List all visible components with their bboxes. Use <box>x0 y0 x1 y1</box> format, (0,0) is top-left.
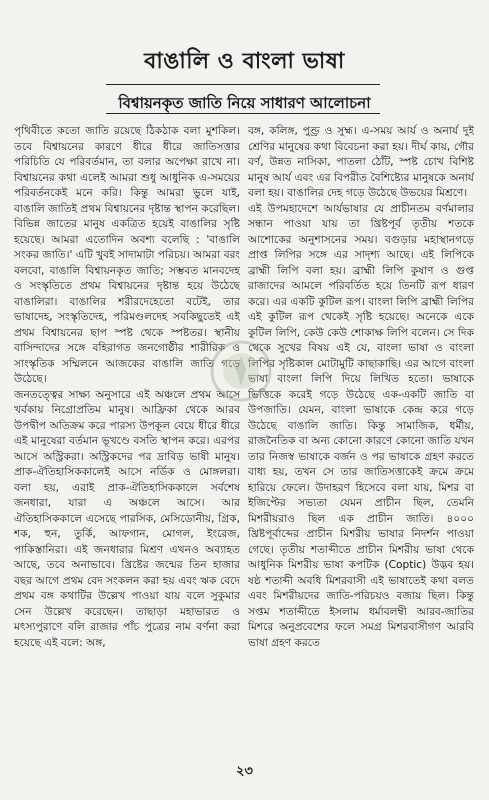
watermark-logo-icon <box>210 340 272 402</box>
page-number: ২৩ <box>236 764 253 779</box>
subtitle-rule-bottom <box>106 113 380 114</box>
paragraph: এই উপমহাদেশে আর্যভাষার যে প্রাচীনতম বর্ণমালার সন্ধান পাওয়া যায় তা খ্রিষ্টপূর্ব তৃতীয় শতকে আশোকের অনুশাসনের সময়। বগুড়ার মহাস্থানগড়ে প্রাপ্ত লিপির সঙ্গে এর সাদৃশ্য আছে। এই লিপিকে ব্রাহ্মী লিপি বলা হয়। ব্রাহ্মী লিপি কুষাণ ও গুপ্ত রাজাদের আমলে পরিবর্তিত হয়ে তিনটি রূপ ধারণ করে। এর একটি কুটিল রূপ। বাংলা লিপি ব্রাহ্মী লিপির এই কুটিল রূপ থেকেই সৃষ্টি হয়েছে। অনেকে একে কুটিল লিপি, কেউ কেউ শোকাক্ষ লিপি বলেন। সে দিক থেকে সুখের বিষয় এই যে, বাংলা ভাষা ও বাংলা লিপির সৃষ্টিকাল মোটামুটি কাছাকাছি। এর আগে বাংলা ভাষা বাংলা লিপি দিয়ে লিখিত হতো। ভাষাকে ভিত্তিকে করেই গড়ে উঠেছে এক-একটি জাতি বা উপজাতি। যেমন, বাংলা ভাষাকে কেন্দ্র করে গড়ে উঠেছে বাঙালি জাতি। কিন্তু সামাজিক, ধর্মীয়, রাজনৈতিক বা অন্য কোনো কারণে কোনো জাতি যখন তার নিজস্ব ভাষাকে বর্জন ও পর ভাষাকে গ্রহণ করতে বাধ্য হয়, তখন সে তার জাতিসত্তাকেই ক্রমে ক্রমে হারিয়ে ফেলে। উদাহরণ হিসেবে বলা যায়, মিশর বা ইজিপ্টের সভ্যতা যেমন প্রাচীন ছিল, তেমনি মিশরীয়রাও ছিল এক প্রাচীন জাতি। ৪০০০ খ্রিষ্টপূর্বাব্দের প্রাচীন মিশরীয় ভাষার নিদর্শন পাওয়া গেছে। তৃতীয় শতাব্দীতে প্রাচীন মিশরীয় ভাষা থেকে আধুনিক মিশরীয় ভাষা কপটিক (Coptic) উদ্ভব হয়। ষষ্ঠ শতাব্দী অবধি মিশরবাসী এই ভাষাতেই কথা বলত এবং মিশরীয়দের জাতি-পরিচয়ও বজায় ছিল। কিন্তু সপ্তম শতাব্দীতে ইসলাম ধর্মাবলম্বী আরব-জাতির মিশরে অনুপ্রবেশের ফলে সমগ্র মিশরবাসীগণ আরবি ভাষা গ্রহণ করতে <box>248 202 474 649</box>
paragraph: বঙ্গ, কলিঙ্গ, পুণ্ড্র ও সুহ্ম। এ-সময় আর্য ও অনার্য দুই শ্রেণির মানুষের কথা বিবেচনা করা হয়। দীর্ঘ কায়, গৌর বর্ণ, উন্নত নাসিকা, পাতলা ঠোঁট, স্পষ্ট চোখ বিশিষ্ট মানুষ আর্য এবং এর বিপরীত বৈশিষ্ট্যের মানুষকে অনার্য বলা হয়। বাঙালির দেহ গড়ে উঠেছে উভয়ের মিশ্রণে। <box>248 125 474 199</box>
chapter-title: বাঙালি ও বাংলা ভাষা <box>144 49 345 74</box>
paragraph: পৃথিবীতে কতো জাতি রয়েছে ঠিকঠাক বলা মুশকিল। তবে বিশ্বায়নের কারণে ধীরে ধীরে জাতিসত্তার পরিচিতি যে পরিবর্তমান, তা বলার অপেক্ষা রাখে না। বিশ্বায়নের কথা এলেই আমরা শুধু আধুনিক এ-সময়ের পরিবর্তনকেই মনে করি। কিন্তু আমরা ভুলে যাই, বাঙালি জাতিই প্রথম বিশ্বায়নের দৃষ্টান্ত স্থাপন করেছিল। বিভিন্ন জাতের মানুষ একত্রিত হয়েই বাঙালির সৃষ্টি হয়েছে। আমরা এতোদিন অবশ্য বলেছি : 'বাঙালি সংকর জাতি।' এটি খুবই সাদামাটা পরিচয়। আমরা বরং বলবো, বাঙালি বিশ্বায়নকৃত জাতি; সম্ভবত মানবদেহ ও সংস্কৃতিতে প্রথম বিশ্বায়নের দৃষ্টান্ত হয়ে উঠেছে বাঙালিরা। বাঙালির শরীরদেহেতো বটেই, তার ভাষাদেহ, সংস্কৃতিদেহ, পরিমণ্ডলদেহ সবকিছুতেই এই প্রথম বিশ্বায়নের ছাপ স্পষ্ট থেকে স্পষ্টতর। স্থানীয় বাসিন্দাদের সঙ্গে বহিরাগত জনগোষ্ঠীর শারীরিক ও সাংস্কৃতিক সম্মিলনে আজকের বাঙালি জাতি গড়ে উঠেছে। <box>14 125 240 385</box>
right-column <box>248 124 474 744</box>
section-subtitle: বিশ্বায়নকৃত জাতি নিয়ে সাধারণ আলোচনা <box>118 94 371 112</box>
title-rule-top <box>106 84 380 85</box>
left-column <box>14 124 240 744</box>
paragraph: জনতত্ত্বের সাক্ষ্য অনুসারে এই অঞ্চলে প্রথম আসে খর্বকায় নিগ্রোপ্রতিম মানুষ। আফ্রিকা থেকে আরব উপদ্বীপ অতিক্রম করে পারস্য উপকূল বেয়ে ধীরে ধীরে এই মানুষেরা বর্তমান ভূখণ্ডে বসতি স্থাপন করে। এরপর আসে অস্ট্রিকরা। অস্ট্রিকদের পর দ্রাবিড় ভাষী মানুষ। প্রাক-ঐতিহাসিককালেই আসে নর্ডিক ও মোঙ্গলরা। বলা হয়, এরাই প্রাক-ঐতিহাসিককালে সর্বশেষ জনধারা, যারা এ অঞ্চলে আসে। আর ঐতিহাসিককালে এসেছে পারসিক, মেসিডোনীয়, গ্রিক, শক, হুন, তুর্কি, আফগান, মোগল, ইংরেজ, পাকিস্তানিরা। এই জনধারার মিশ্রণ এখনও অব্যাহত আছে, তবে অনাভাবে। খ্রিষ্টের জন্মের তিন হাজার বছর আগে প্রথম বেদ সংকলন করা হয় এবং ঋক বেদে প্রথম বঙ্গ কথাটির উল্লেখ পাওয়া যায় বলে সুকুমার সেন উল্লেখ করেছেন। তাছাড়া মহাভারত ও মৎস্যপুরাণে বলি রাজার পাঁচ পুত্রের নাম বর্ণনা করা হয়েছে এই বলে: অঙ্গ, <box>14 388 240 649</box>
